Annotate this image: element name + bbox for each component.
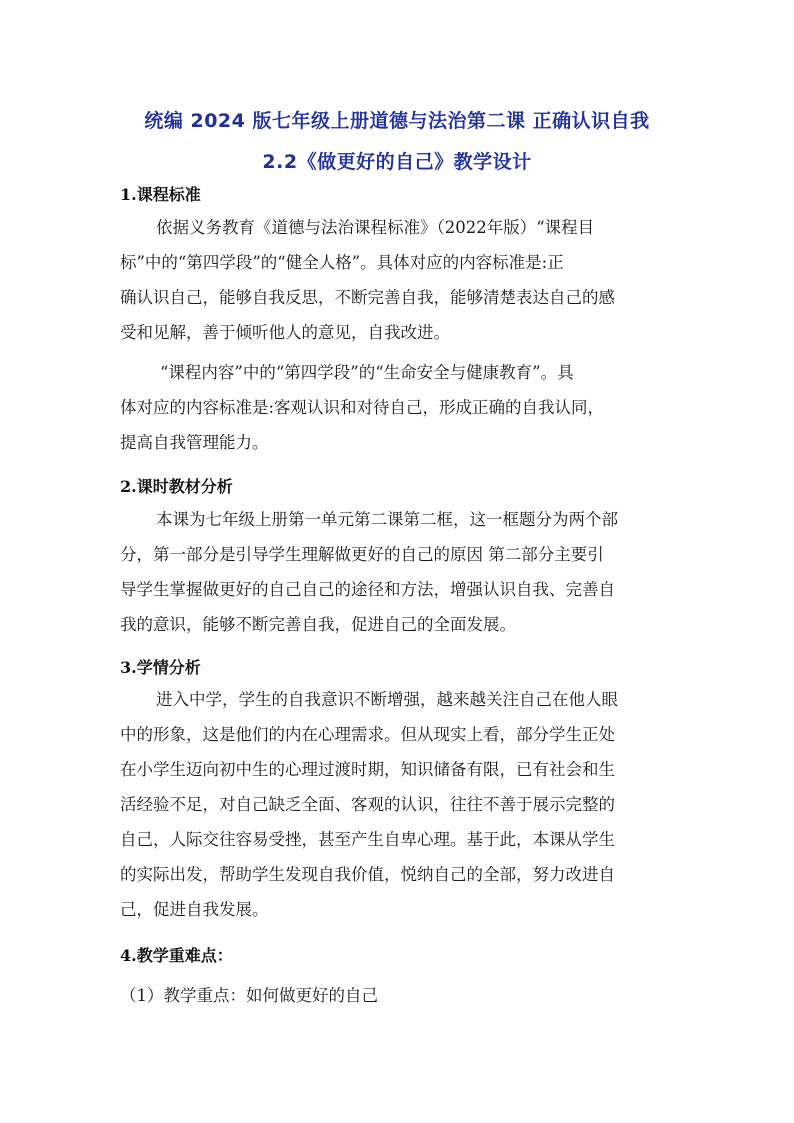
section-heading-key-difficult-points: 4.教学重难点：: [120, 946, 233, 965]
paragraph-line: 受和见解，善于倾听他人的意见，自我改进。: [120, 323, 450, 342]
key-point-item: （1）教学重点：如何做更好的自己: [120, 986, 378, 1005]
section-heading-textbook-analysis: 2.课时教材分析: [120, 477, 233, 496]
paragraph-line: 依据义务教育《道德与法治课程标准》（2022年版）“课程目: [156, 218, 595, 237]
paragraph-line: 己，促进自我发展。: [120, 900, 269, 919]
paragraph-line: 活经验不足，对自己缺乏全面、客观的认识，往往不善于展示完整的: [120, 795, 615, 814]
paragraph-line: 提高自我管理能力。: [120, 433, 269, 452]
paragraph-line: 本课为七年级上册第一单元第二课第二框，这一框题分为两个部: [156, 510, 618, 529]
paragraph-line: 在小学生迈向初中生的心理过渡时期，知识储备有限，已有社会和生: [120, 760, 615, 779]
paragraph-textbook-analysis: [120, 502, 678, 642]
paragraph-student-analysis: [120, 682, 678, 927]
paragraph-line: 分，第一部分是引导学生理解做更好的自己的原因 第二部分主要引: [120, 545, 604, 564]
paragraph-line: 进入中学，学生的自我意识不断增强，越来越关注自己在他人眼: [156, 690, 618, 709]
paragraph-line: 自己，人际交往容易受挫，甚至产生自卑心理。基于此，本课从学生: [120, 830, 615, 849]
paragraph-line: 标”中的“第四学段”的“健全人格”。具体对应的内容标准是:正: [120, 253, 564, 272]
paragraph-line: 导学生掌握做更好的自己自己的途径和方法，增强认识自我、完善自: [120, 580, 615, 599]
section-heading-curriculum-standard: 1.课程标准: [120, 185, 201, 204]
document-title-line-1: 统编 2024 版七年级上册道德与法治第二课 正确认识自我: [144, 110, 650, 132]
paragraph-line: 中的形象，这是他们的内在心理需求。但从现实上看，部分学生正处: [120, 725, 615, 744]
document-title-line-2: 2.2《做更好的自己》教学设计: [262, 151, 532, 173]
paragraph-line: 确认识自己，能够自我反思，不断完善自我，能够清楚表达自己的感: [120, 288, 615, 307]
paragraph-curriculum-standard-1: [120, 210, 678, 350]
paragraph-line: 的实际出发，帮助学生发现自我价值，悦纳自己的全部，努力改进自: [120, 865, 615, 884]
paragraph-line: 体对应的内容标准是:客观认识和对待自己，形成正确的自我认同，: [120, 398, 605, 417]
section-heading-student-analysis: 3.学情分析: [120, 658, 201, 677]
paragraph-line: “课程内容”中的“第四学段”的“生命安全与健康教育”。具: [160, 363, 574, 382]
paragraph-curriculum-standard-2: [120, 355, 678, 460]
paragraph-line: 我的意识，能够不断完善自我，促进自己的全面发展。: [120, 615, 516, 634]
